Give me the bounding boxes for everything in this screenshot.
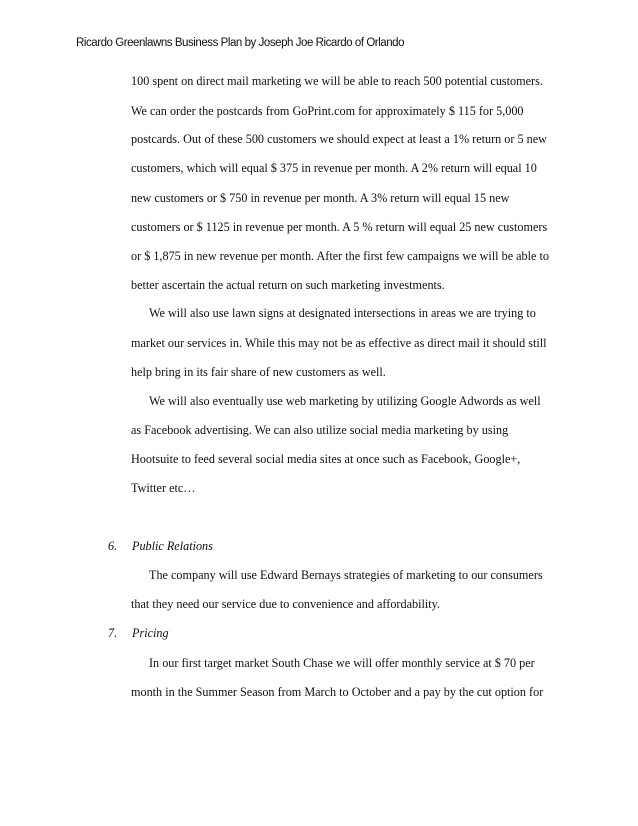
body-line: We will also use lawn signs at designated intersections in areas we are trying to bbox=[149, 306, 536, 320]
section-heading-public-relations bbox=[108, 540, 213, 552]
body-line: We can order the postcards from GoPrint.com for approximately $ 115 for 5,000 bbox=[131, 104, 524, 118]
body-line: Twitter etc… bbox=[131, 481, 196, 495]
body-line: better ascertain the actual return on such marketing investments. bbox=[131, 278, 445, 292]
body-line: We will also eventually use web marketing by utilizing Google Adwords as well bbox=[149, 394, 541, 408]
body-line: customers, which will equal $ 375 in revenue per month. A 2% return will equal 10 bbox=[131, 161, 537, 175]
section-number: 7. bbox=[108, 626, 118, 640]
body-line: as Facebook advertising. We can also utilize social media marketing by using bbox=[131, 423, 509, 437]
section-title: Pricing bbox=[132, 626, 169, 640]
body-line: In our first target market South Chase we will offer monthly service at $ 70 per bbox=[149, 656, 535, 670]
body-line: that they need our service due to convenience and affordability. bbox=[131, 597, 440, 611]
body-line: market our services in. While this may not be as effective as direct mail it should still bbox=[131, 336, 547, 350]
section-number: 6. bbox=[108, 539, 118, 553]
body-line: Hootsuite to feed several social media sites at once such as Facebook, Google+, bbox=[131, 452, 521, 466]
body-line: The company will use Edward Bernays strategies of marketing to our consumers bbox=[149, 568, 543, 582]
body-line: 100 spent on direct mail marketing we will be able to reach 500 potential customers. bbox=[131, 74, 543, 88]
body-line: postcards. Out of these 500 customers we should expect at least a 1% return or 5 new bbox=[131, 132, 547, 146]
body-line: customers or $ 1125 in revenue per month. A 5 % return will equal 25 new customers bbox=[131, 220, 548, 234]
section-heading-pricing bbox=[108, 627, 169, 639]
body-line: help bring in its fair share of new customers as well. bbox=[131, 365, 386, 379]
page-header: Ricardo Greenlawns Business Plan by Joseph Joe Ricardo of Orlando bbox=[76, 37, 405, 49]
body-line: or $ 1,875 in new revenue per month. After the first few campaigns we will be able to bbox=[131, 249, 549, 263]
body-line: month in the Summer Season from March to October and a pay by the cut option for bbox=[131, 685, 544, 699]
section-title: Public Relations bbox=[132, 539, 213, 553]
body-line: new customers or $ 750 in revenue per month. A 3% return will equal 15 new bbox=[131, 191, 510, 205]
